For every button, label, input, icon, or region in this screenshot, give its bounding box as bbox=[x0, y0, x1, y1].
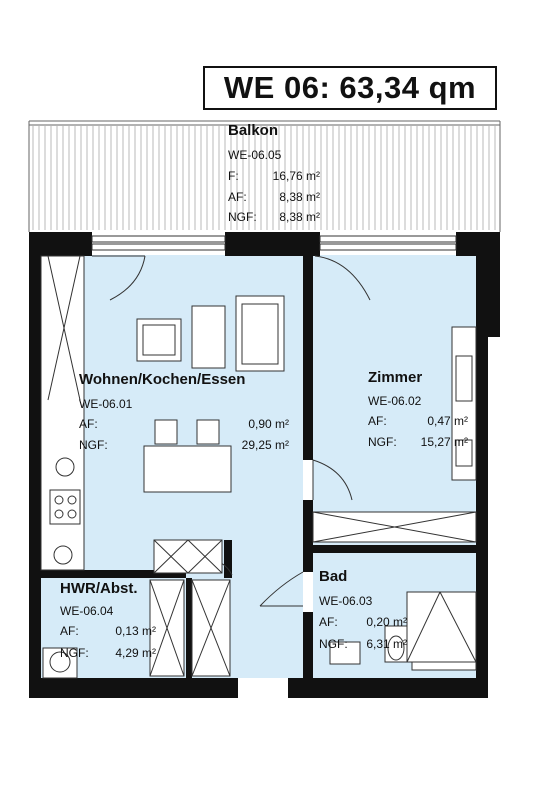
balcony-af-row bbox=[228, 190, 320, 206]
bath-af-value: 0,20 m² bbox=[366, 615, 407, 629]
balcony-ngf-label: NGF: bbox=[228, 210, 257, 224]
bath-af-label: AF: bbox=[319, 615, 338, 629]
bedroom-ngf-row bbox=[368, 435, 468, 451]
bath-ngf-value: 6,31 m² bbox=[366, 637, 407, 651]
storage-af-label: AF: bbox=[60, 624, 79, 638]
room-name-balcony: Balkon bbox=[228, 122, 279, 139]
storage-af-value: 0,13 m² bbox=[115, 624, 156, 638]
balcony-f-value: 16,76 m² bbox=[272, 169, 320, 183]
room-name-bedroom: Zimmer bbox=[368, 369, 423, 386]
bedroom-af-value: 0,47 m² bbox=[427, 414, 468, 428]
living-ngf-value: 29,25 m² bbox=[241, 438, 289, 452]
storage-ngf-label: NGF: bbox=[60, 646, 89, 660]
storage-ngf-row bbox=[60, 646, 156, 662]
room-id-bedroom: WE-06.02 bbox=[368, 394, 422, 408]
balcony-af-label: AF: bbox=[228, 190, 247, 204]
balcony-ngf-value: 8,38 m² bbox=[279, 210, 320, 224]
room-id-storage: WE-06.04 bbox=[60, 604, 114, 618]
kitchen-counter bbox=[41, 256, 84, 570]
bath-af-row bbox=[319, 615, 407, 631]
room-id-living: WE-06.01 bbox=[79, 397, 133, 411]
living-af-value: 0,90 m² bbox=[248, 417, 289, 431]
bedroom-ngf-value: 15,27 m² bbox=[420, 435, 468, 449]
room-name-bath: Bad bbox=[319, 568, 348, 585]
living-ngf-label: NGF: bbox=[79, 438, 108, 452]
room-id-balcony: WE-06.05 bbox=[228, 148, 282, 162]
living-af-row bbox=[79, 417, 289, 433]
balcony-f-label: F: bbox=[228, 169, 239, 183]
room-id-bath: WE-06.03 bbox=[319, 594, 373, 608]
bath-ngf-label: NGF: bbox=[319, 637, 348, 651]
storage-ngf-value: 4,29 m² bbox=[115, 646, 156, 660]
balcony-af-value: 8,38 m² bbox=[279, 190, 320, 204]
bedroom-af-row bbox=[368, 414, 468, 430]
balcony-ngf-row bbox=[228, 210, 320, 226]
living-ngf-row bbox=[79, 438, 289, 454]
balcony-f-row bbox=[228, 169, 320, 185]
bedroom-af-label: AF: bbox=[368, 414, 387, 428]
bath-ngf-row bbox=[319, 637, 407, 653]
living-af-label: AF: bbox=[79, 417, 98, 431]
unit-title: WE 06: 63,34 qm bbox=[203, 66, 497, 110]
room-name-living: Wohnen/Kochen/Essen bbox=[79, 371, 246, 388]
room-name-storage: HWR/Abst. bbox=[60, 580, 138, 597]
storage-af-row bbox=[60, 624, 156, 640]
bedroom-ngf-label: NGF: bbox=[368, 435, 397, 449]
